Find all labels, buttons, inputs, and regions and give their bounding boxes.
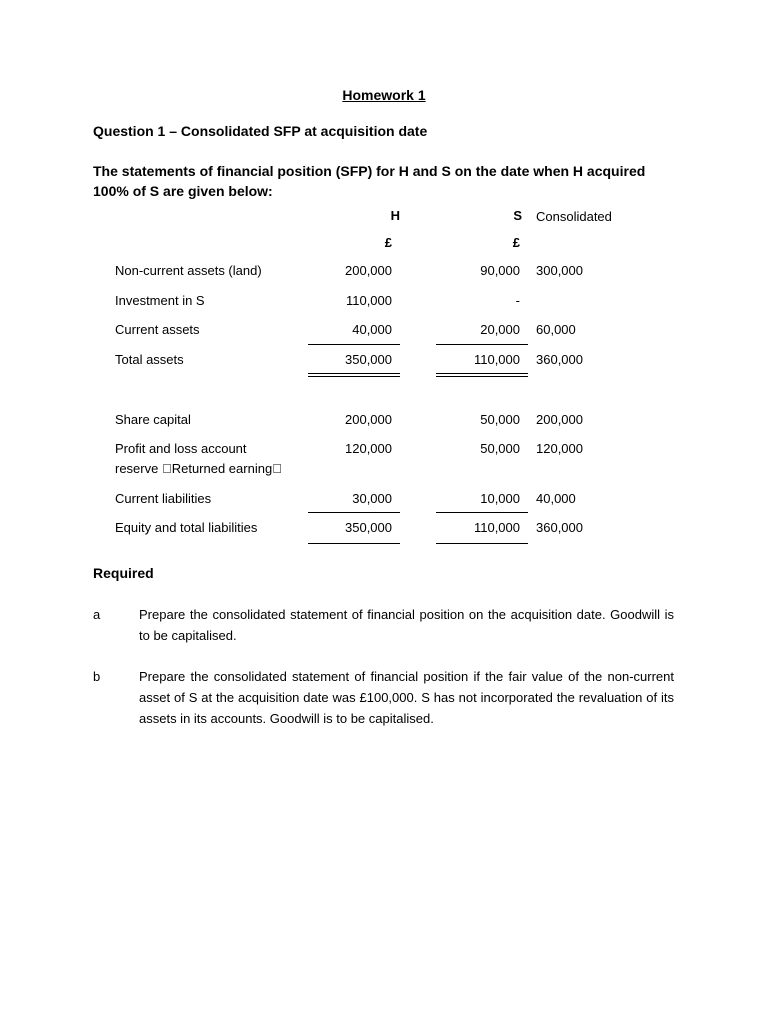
total-rule-h-2	[308, 376, 400, 377]
value-h: 30,000	[352, 491, 392, 506]
currency-h: £	[384, 235, 392, 250]
value-s: 110,000	[473, 352, 520, 367]
document-title: Homework 1	[342, 87, 426, 103]
value-s: 50,000	[480, 412, 520, 427]
subtotal-rule-h	[308, 344, 400, 345]
row-label: Share capital	[115, 412, 191, 427]
column-header-h: H	[390, 208, 400, 223]
value-s: 20,000	[480, 322, 520, 337]
value-s: -	[515, 293, 520, 308]
intro-paragraph: The statements of financial position (SFP) for H and S on the date when H acquired 100% of S are given below:	[93, 163, 646, 199]
item-text: Prepare the consolidated statement of financial position if the fair value of the non-current asset of S at the acquisition date was £100,000. S has not incorporated the revaluation of its assets in its accounts. Goodwill is to be capitalised.	[139, 669, 674, 726]
currency-s: £	[512, 235, 520, 250]
item-letter: a	[93, 607, 101, 622]
subtotal-rule-s	[436, 344, 528, 345]
row-label: Current assets	[115, 322, 200, 337]
row-label: Total assets	[115, 352, 184, 367]
value-h: 120,000	[345, 441, 392, 456]
subtotal-rule-h-2	[308, 512, 400, 513]
row-label-continued: reserve Returned earning	[115, 461, 263, 476]
row-label: Equity and total liabilities	[115, 520, 258, 535]
item-text: Prepare the consolidated statement of financial position on the acquisition date. Goodwill is to be capitalised.	[139, 607, 674, 643]
value-s: 10,000	[480, 491, 520, 506]
total-rule-s-1	[436, 373, 528, 374]
column-header-s: S	[513, 208, 522, 223]
value-consolidated: 60,000	[536, 322, 576, 337]
value-consolidated: 360,000	[536, 520, 583, 535]
value-s: 50,000	[480, 441, 520, 456]
total-rule-s-2	[436, 376, 528, 377]
row-label: Investment in S	[115, 293, 205, 308]
value-consolidated: 300,000	[536, 263, 583, 278]
row-label: Profit and loss account	[115, 441, 247, 456]
column-header-consolidated: Consolidated	[536, 209, 612, 224]
value-h: 350,000	[345, 352, 392, 367]
value-h: 200,000	[345, 412, 392, 427]
row-label: Current liabilities	[115, 491, 212, 506]
total-rule-h-3	[308, 543, 400, 544]
value-consolidated: 360,000	[536, 352, 583, 367]
value-h: 200,000	[345, 263, 392, 278]
row-label: Non-current assets (land)	[115, 263, 262, 278]
total-rule-h-1	[308, 373, 400, 374]
total-rule-s-3	[436, 543, 528, 544]
value-h: 350,000	[345, 520, 392, 535]
value-h: 110,000	[345, 293, 392, 308]
value-s: 90,000	[480, 263, 520, 278]
value-consolidated: 120,000	[536, 441, 583, 456]
value-consolidated: 200,000	[536, 412, 583, 427]
required-heading: Required	[93, 565, 154, 581]
subtotal-rule-s-2	[436, 512, 528, 513]
value-consolidated: 40,000	[536, 491, 576, 506]
question-heading: Question 1 – Consolidated SFP at acquisition date	[93, 123, 428, 139]
value-h: 40,000	[352, 322, 392, 337]
item-letter: b	[93, 669, 101, 684]
value-s: 110,000	[473, 520, 520, 535]
